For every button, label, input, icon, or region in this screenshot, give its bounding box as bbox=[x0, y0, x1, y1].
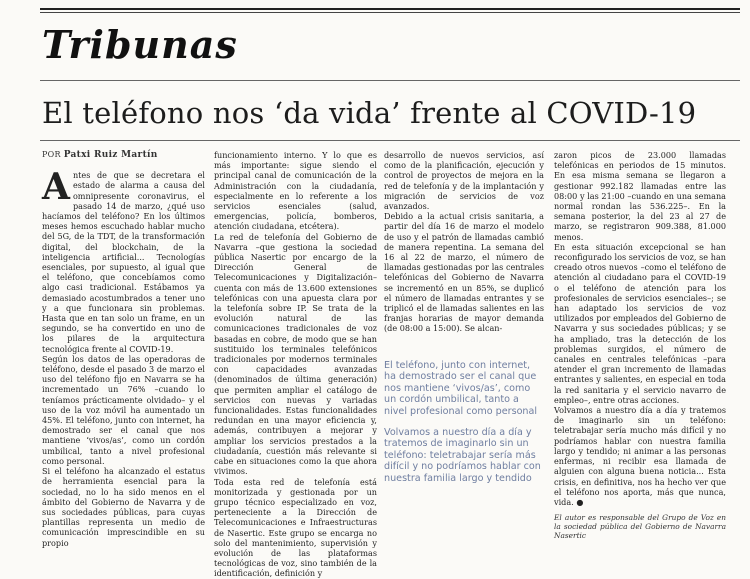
column-1 bbox=[42, 150, 205, 548]
drop-cap: A bbox=[42, 166, 70, 209]
column-2 bbox=[214, 150, 377, 579]
column-3 bbox=[384, 150, 544, 334]
column-4-text: zaron picos de 23.000 llamadas telefónicas en periodos de 15 minutos. En esa misma semana se llegaron a gestionar 992.182 llamadas entre las 08:00 y las 21:00 –cuando en una semana normal rondan las 536.225–. En la semana posterior, la del 23 al 27 de marzo, se registraron 909.388, 81.000 menos. En esta situación excepcional se han reconfigurado los servicios de voz, se han creado otros nuevos –como el teléfono de atención al ciudadano para el COVID-19 o el teléfono de atención para los profesionales de servicios esenciales–; se han adaptado los servicios de voz utilizados por empleados del Gobierno de Navarra y sus sociedades públicas; y se ha ampliado, tras la detección de los problemas surgidos, el número de canales en centrales telefónicas –para atender el gran incremento de llamadas entrantes y salientes, en especial en toda la red sanitaria y el servicio navarro de empleo–, entre otras acciones. Volvamos a nuestro día a día y tratemos de imaginarlo sin un teléfono: teletrabajar sería mucho más difícil y no podríamos hablar con nuestra familia largo y tendido; ni animar a las personas enfermas, ni recibir esa llamada de alguien con alguna buena noticia... Esta crisis, en definitiva, nos ha hecho ver que el teléfono nos aporta, más que nunca, vida. ● bbox=[554, 150, 726, 507]
column-4 bbox=[554, 150, 726, 540]
column-3-text: desarrollo de nuevos servicios, así como de la planificación, ejecución y control de proyectos de mejora en la red de telefonía y de la implantación y migración de servicios de voz avanzados. Debido a la actual crisis sanitaria, a partir del día 16 de marzo el modelo de uso y el patrón de llamadas cambió de manera repentina. La semana del 16 al 22 de marzo, el número de llamadas gestionadas por las centrales telefónicas del Gobierno de Navarra se incrementó en un 85%, se duplicó el número de llamadas entrantes y se triplicó el de llamadas salientes en las franjas horarias de mayor demanda (de 08:00 a 15:00). Se alcan- bbox=[384, 150, 544, 334]
top-rule bbox=[40, 8, 740, 10]
pull-quote-2: Volvamos a nuestro día a día y tratemos de imaginarlo sin un teléfono: teletrabajar sería más difícil y no podríamos hablar con nuestra familia largo y tendido bbox=[384, 427, 541, 484]
byline-prefix: POR bbox=[42, 150, 61, 159]
author-name: Patxi Ruiz Martín bbox=[63, 150, 158, 160]
section-rule bbox=[40, 80, 740, 81]
column-2-text: funcionamiento interno. Y lo que es más importante: sigue siendo el principal canal de comunicación de la Administración con la ciudadanía, especialmente en lo referente a los servicios esenciales (salud, emergencias, policía, bomberos, atención ciudadana, etcétera). La red de telefonía del Gobierno de Navarra –que gestiona la sociedad pública Nasertic por encargo de la Dirección General de Telecomunicaciones y Digitalización– cuenta con más de 13.600 extensiones telefónicas con una apuesta clara por la telefonía sobre IP. Se trata de la evolución natural de las comunicaciones tradicionales de voz basadas en cobre, de modo que se han sustituido los terminales telefónicos tradicionales por modernos terminales con capacidades avanzadas (denominados de última generación) que permiten ampliar el catálogo de servicios con nuevas y variadas funcionalidades. Estas funcionalidades redundan en una mayor eficiencia y, además, contribuyen a mejorar y ampliar los servicios prestados a la ciudadanía, cuestión más relevante si cabe en situaciones como la que ahora vivimos. Toda esta red de telefonía está monitorizada y gestionada por un grupo técnico especializado en voz, perteneciente a la Dirección de Telecomunicaciones e Infraestructuras de Nasertic. Este grupo se encarga no solo del mantenimiento, supervisión y evolución de las plataformas tecnológicas de voz, sino también de la identificación, definición y bbox=[214, 150, 377, 579]
headline-rule bbox=[40, 140, 740, 141]
headline: El teléfono nos ‘da vida’ frente al COVID-19 bbox=[42, 96, 697, 130]
pull-quote-1: El teléfono, junto con internet, ha demostrado ser el canal que nos mantiene ‘vivos/as’, como un cordón umbilical, tanto a nivel profesional como personal bbox=[384, 360, 538, 417]
column-1-text: Antes de que se decretara el estado de alarma a causa del omnipresente coronavirus, el pasado 14 de marzo, ¿qué uso hacíamos del teléfono? En los últimos meses hemos escuchado hablar mucho del 5G, de la TDT, de la transformación digital, del blockchain, de la inteligencia artificial... Tecnologías esenciales, por supuesto, al igual que el teléfono, que concebíamos como algo casi tradicional. Estábamos ya demasiado acostumbrados a tener uno y a que funcionara sin problemas. Hasta que en tan solo un frame, en un segundo, se ha convertido en uno de los pilares de la arquitectura tecnológica frente al COVID-19. Según los datos de las operadoras de teléfono, desde el pasado 3 de marzo el uso del teléfono fijo en Navarra se ha incrementado un 76% –cuando lo teníamos prácticamente olvidado– y el uso de la voz móvil ha aumentado un 45%. El teléfono, junto con internet, ha demostrado ser el canal que nos mantiene ‘vivos/as’, como un cordón umbilical, tanto a nivel profesional como personal. Si el teléfono ha alcanzado el estatus de herramienta esencial para la sociedad, no lo ha sido menos en el ámbito del Gobierno de Navarra y de sus sociedades públicas, para cuyas plantillas representa un medio de comunicación imprescindible en su propio bbox=[42, 166, 205, 548]
section-title: Tribunas bbox=[42, 22, 238, 67]
author-note: El autor es responsable del Grupo de Voz en la sociedad pública del Gobierno de Navarra Nasertic bbox=[554, 513, 726, 541]
top-rule-thin bbox=[40, 12, 740, 13]
byline bbox=[42, 150, 205, 160]
